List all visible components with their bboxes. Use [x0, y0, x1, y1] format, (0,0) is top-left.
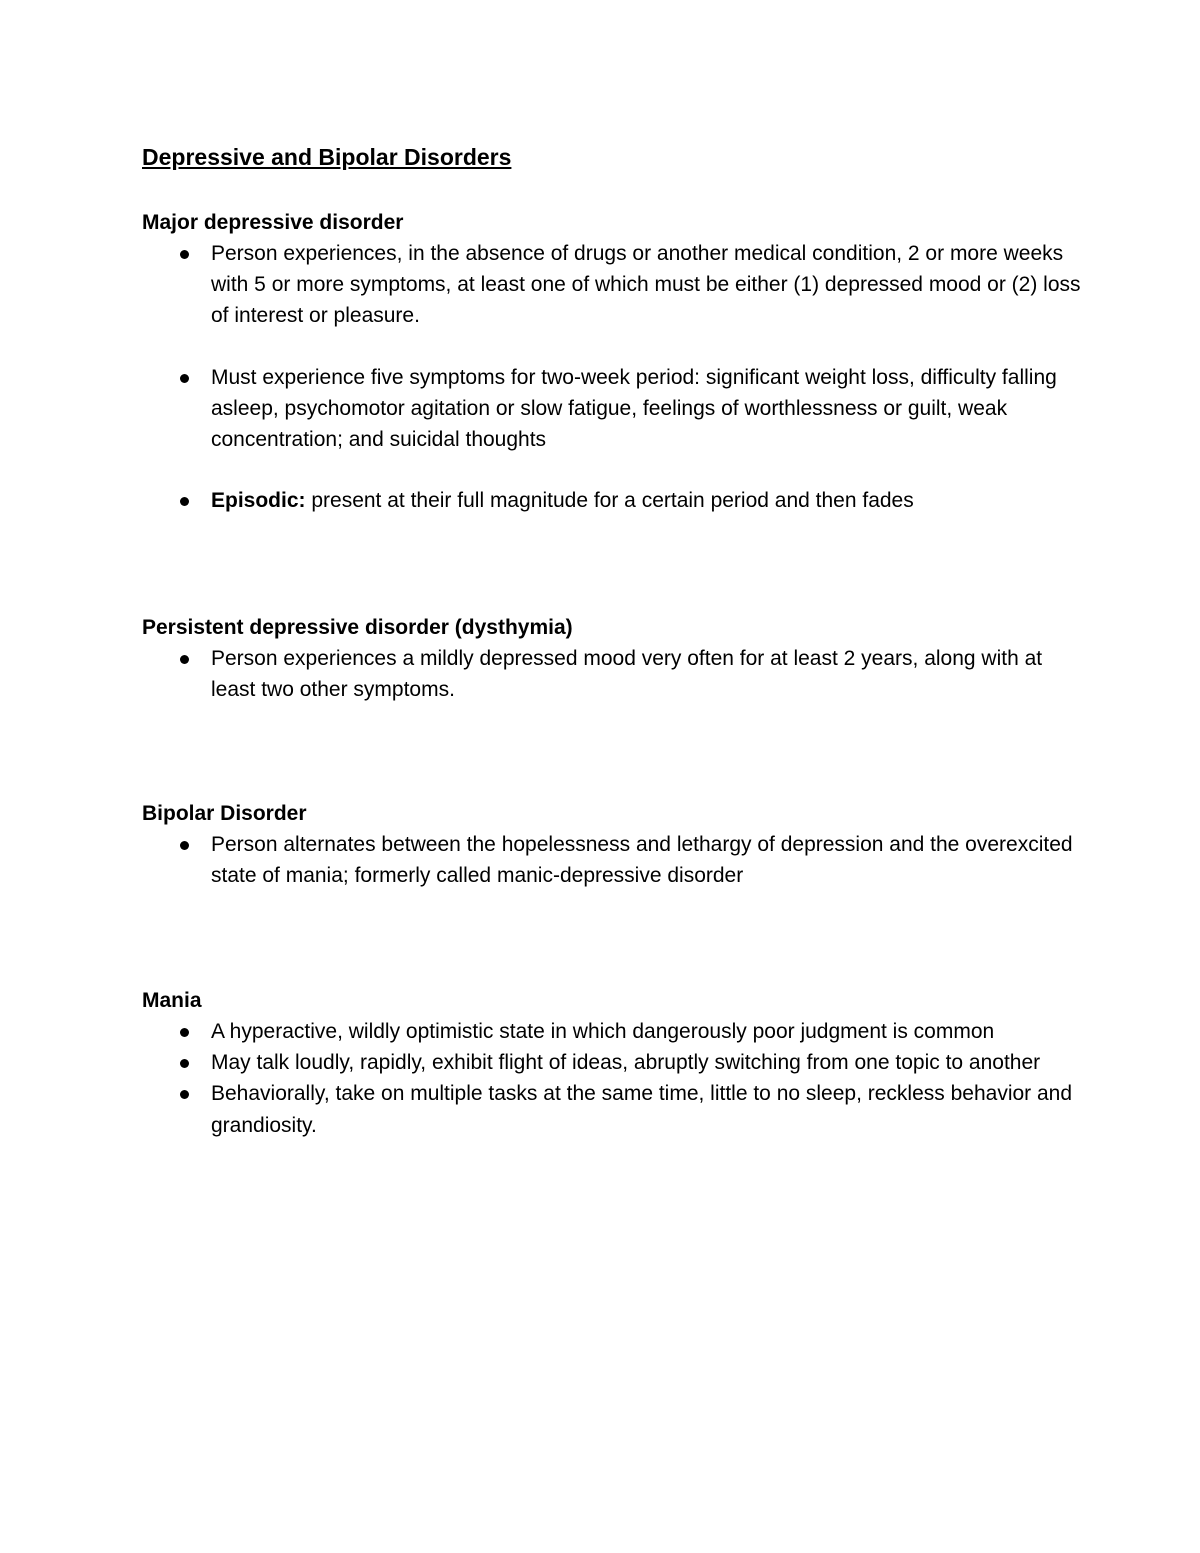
bullet-icon — [180, 655, 189, 664]
bullet-list — [142, 238, 1082, 516]
bullet-icon — [180, 1090, 189, 1099]
bullet-icon — [180, 250, 189, 259]
section-bipolar-disorder — [142, 798, 1082, 891]
bullet-list — [142, 643, 1082, 705]
list-item — [142, 238, 1082, 332]
section-heading: Mania — [142, 989, 202, 1012]
bullet-text: A hyperactive, wildly optimistic state in which dangerously poor judgment is common — [211, 1020, 995, 1043]
section-persistent-depressive-disorder — [142, 612, 1082, 705]
bullet-list — [142, 829, 1082, 891]
bullet-lead: Episodic: — [211, 489, 306, 513]
bullet-icon — [180, 497, 189, 506]
section-heading: Bipolar Disorder — [142, 802, 307, 825]
bullet-text: Person experiences a mildly depressed mood very often for at least 2 years, along with at least two other symptoms. — [211, 647, 1043, 702]
list-item — [142, 829, 1082, 891]
bullet-text: Person alternates between the hopelessness and lethargy of depression and the overexcited state of mania; formerly called manic-depressive disorder — [211, 833, 1073, 888]
list-item — [142, 1016, 1082, 1047]
document-title: Depressive and Bipolar Disorders — [142, 144, 512, 170]
bullet-icon — [180, 1059, 189, 1068]
section-heading: Major depressive disorder — [142, 211, 404, 234]
list-item — [142, 1047, 1082, 1078]
list-item — [142, 485, 1082, 516]
bullet-icon — [180, 374, 189, 383]
bullet-text: Behaviorally, take on multiple tasks at the same time, little to no sleep, reckless behavior and grandiosity. — [211, 1082, 1073, 1137]
list-item — [142, 1078, 1082, 1140]
bullet-list — [142, 1016, 1082, 1141]
section-major-depressive-disorder — [142, 207, 1082, 516]
bullet-text: present at their full magnitude for a certain period and then fades — [305, 489, 914, 513]
bullet-text: Person experiences, in the absence of drugs or another medical condition, 2 or more weeks with 5 or more symptoms, at least one of which must be either (1) depressed mood or (2) loss of interest or pleasure. — [211, 242, 1081, 328]
bullet-text: May talk loudly, rapidly, exhibit flight of ideas, abruptly switching from one topic to another — [211, 1051, 1041, 1075]
section-heading: Persistent depressive disorder (dysthymia) — [142, 616, 573, 639]
list-item — [142, 362, 1082, 456]
bullet-icon — [180, 1028, 189, 1037]
bullet-text: Must experience five symptoms for two-week period: significant weight loss, difficulty falling asleep, psychomotor agitation or slow fatigue, feelings of worthlessness or guilt, weak concentration; and suicidal thoughts — [211, 365, 1057, 452]
bullet-icon — [180, 841, 189, 850]
document-page — [142, 140, 1082, 1137]
section-mania — [142, 985, 1082, 1141]
list-item — [142, 643, 1082, 705]
